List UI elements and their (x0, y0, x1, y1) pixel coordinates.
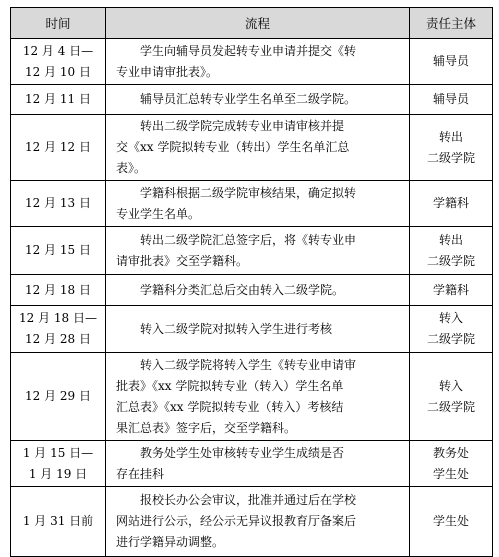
process-line: 学籍科分类汇总后交由转入二级学院。 (140, 282, 345, 297)
time-line: 12 月 28 日 (25, 332, 91, 346)
party-line: 辅导员 (432, 54, 469, 68)
process-line: 果汇总表》签字后，交至学籍科。 (116, 420, 297, 435)
process-line: 表》。 (116, 161, 147, 175)
row-party (410, 306, 493, 353)
row-party (410, 275, 493, 306)
table-row (11, 275, 493, 306)
row-process (106, 181, 410, 227)
row-time (11, 441, 106, 487)
time-line: 1 月 15 日— (22, 445, 94, 460)
row-process (106, 487, 410, 557)
row-party (410, 487, 493, 557)
row-process (106, 227, 410, 275)
row-party (410, 115, 493, 181)
time-line: 1 月 19 日 (28, 466, 88, 481)
time-line: 12 月 10 日 (25, 64, 91, 79)
row-process (106, 39, 410, 85)
party-line: 转出 (438, 129, 463, 144)
table-row (11, 487, 493, 557)
party-line: 转入 (438, 378, 463, 393)
party-line: 学生处 (432, 466, 469, 481)
row-time (11, 353, 106, 441)
process-line: 报校长办公会审议，批准并通过后在学校 (140, 493, 357, 507)
row-party (410, 85, 493, 115)
table-row (11, 181, 493, 227)
party-line: 二级学院 (426, 150, 475, 165)
time-line: 12 月 18 日 (25, 282, 91, 297)
process-line: 进行学籍异动调整。 (116, 535, 225, 549)
row-party (410, 39, 493, 85)
row-time (11, 181, 106, 227)
table-row (11, 353, 493, 441)
party-line: 学籍科 (432, 282, 469, 297)
time-line: 12 月 29 日 (25, 389, 91, 403)
row-time (11, 85, 106, 115)
row-process (106, 85, 410, 115)
party-line: 二级学院 (426, 399, 475, 414)
time-line: 12 月 13 日 (25, 196, 91, 210)
party-line: 转入 (438, 311, 463, 325)
process-line: 教务处学生处审核转专业学生成绩是否 (140, 445, 345, 460)
row-party (410, 227, 493, 275)
time-line: 12 月 18 日— (19, 311, 97, 325)
time-line: 12 月 15 日 (25, 243, 91, 257)
party-line: 学生处 (432, 514, 469, 528)
row-time (11, 306, 106, 353)
party-line: 二级学院 (426, 332, 475, 346)
table-row (11, 227, 493, 275)
process-line: 汇总表》《xx 学院拟转专业（转入）考核结 (116, 399, 344, 414)
row-time (11, 275, 106, 306)
process-line: 专业申请审批表》。 (116, 64, 219, 79)
table-row (11, 85, 493, 115)
row-party (410, 441, 493, 487)
party-line: 辅导员 (432, 92, 469, 106)
row-process (106, 275, 410, 306)
process-line: 交《xx 学院拟转专业（转出）学生名单汇总 (116, 140, 350, 154)
row-process (106, 353, 410, 441)
table-body (11, 39, 493, 557)
process-line: 批表》《xx 学院拟转专业（转入）学生名单 (116, 378, 344, 393)
time-line: 12 月 12 日 (25, 140, 91, 154)
party-line: 转出 (438, 232, 463, 247)
process-line: 学生向辅导员发起转专业申请并提交《转 (140, 43, 357, 58)
process-line: 转出二级学院汇总签字后，将《转专业申 (140, 232, 357, 247)
row-time (11, 227, 106, 275)
time-line: 12 月 4 日— (22, 43, 94, 58)
process-line: 转入二级学院将转入学生《转专业申请审 (140, 357, 357, 372)
row-time (11, 39, 106, 85)
party-line: 教务处 (432, 445, 469, 460)
row-party (410, 353, 493, 441)
row-process (106, 441, 410, 487)
process-line: 转入二级学院对拟转入学生进行考核 (140, 321, 333, 336)
header-time: 时间 (11, 8, 106, 39)
process-line: 网站进行公示，经公示无异议报教育厅备案后 (116, 514, 357, 528)
header-party: 责任主体 (410, 8, 493, 39)
header-process: 流程 (106, 8, 410, 39)
header-row (11, 8, 493, 39)
process-line: 存在挂科 (116, 466, 165, 481)
party-line: 二级学院 (426, 253, 475, 268)
row-time (11, 115, 106, 181)
process-line: 转出二级学院完成转专业申请审核并提 (140, 119, 345, 133)
time-line: 1 月 31 日前 (22, 514, 94, 528)
transfer-schedule-table (10, 7, 493, 557)
row-party (410, 181, 493, 227)
row-process (106, 115, 410, 181)
table-row (11, 39, 493, 85)
row-process (106, 306, 410, 353)
party-line: 学籍科 (432, 196, 469, 210)
process-line: 专业学生名单。 (116, 206, 201, 221)
row-time (11, 487, 106, 557)
process-line: 学籍科根据二级学院审核结果，确定拟转 (140, 185, 357, 200)
process-line: 请审批表》交至学籍科。 (116, 253, 249, 268)
time-line: 12 月 11 日 (25, 92, 91, 106)
process-line: 辅导员汇总转专业学生名单至二级学院。 (140, 92, 357, 106)
table-row (11, 306, 493, 353)
table-row (11, 115, 493, 181)
table-row (11, 441, 493, 487)
